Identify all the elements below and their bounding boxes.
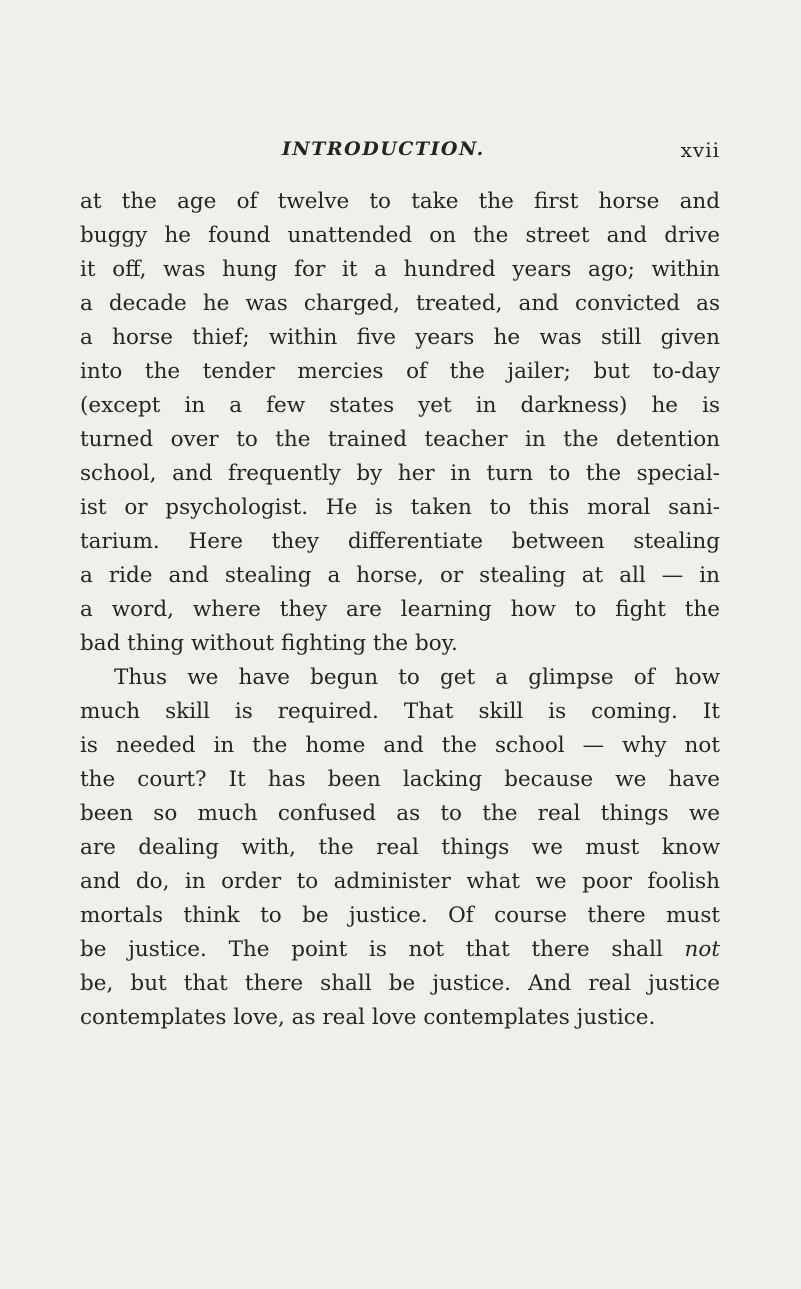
- text-line: turned over to the trained teacher in the detention: [80, 427, 720, 452]
- page-number: xvii: [680, 138, 720, 162]
- running-title: INTRODUCTION.: [282, 138, 485, 160]
- text-line: a horse thief; within five years he was still given: [80, 325, 720, 350]
- text-line-with-emphasis: [80, 933, 720, 967]
- text-line: (except in a few states yet in darkness) he is: [80, 393, 720, 418]
- text-line: buggy he found unattended on the street and drive: [80, 223, 720, 248]
- text-line: tarium. Here they differentiate between stealing: [80, 529, 720, 554]
- text-line: contemplates love, as real love contemplates justice.: [80, 1005, 656, 1030]
- text-line: is needed in the home and the school — why not: [80, 733, 720, 758]
- text-line: a ride and stealing a horse, or stealing at all — in: [80, 563, 720, 588]
- paragraph-1: [80, 185, 720, 661]
- text-line: a decade he was charged, treated, and convicted as: [80, 291, 720, 316]
- text-line: Thus we have begun to get a glimpse of how: [114, 665, 720, 690]
- text-line: be, but that there shall be justice. And real justice: [80, 971, 720, 996]
- text-line: mortals think to be justice. Of course there must: [80, 903, 720, 928]
- running-head: [80, 138, 720, 168]
- text-line: been so much confused as to the real things we: [80, 801, 720, 826]
- text-line: at the age of twelve to take the first horse and: [80, 189, 720, 214]
- text-line: a word, where they are learning how to fight the: [80, 597, 720, 622]
- text-line: it off, was hung for it a hundred years ago; within: [80, 257, 720, 282]
- paragraph-2: [80, 661, 720, 1035]
- text-line: school, and frequently by her in turn to the special-: [80, 461, 720, 486]
- text-line: are dealing with, the real things we must know: [80, 835, 720, 860]
- text-line: bad thing without fighting the boy.: [80, 631, 458, 656]
- text-line: into the tender mercies of the jailer; but to-day: [80, 359, 720, 384]
- text-line: the court? It has been lacking because we have: [80, 767, 720, 792]
- body-text: [80, 185, 720, 1035]
- text-line: much skill is required. That skill is coming. It: [80, 699, 720, 724]
- text-line: and do, in order to administer what we poor foolish: [80, 869, 720, 894]
- text-segment: be justice. The point is not that there shall: [80, 937, 663, 962]
- emphasized-word: not: [684, 937, 720, 962]
- text-line: ist or psychologist. He is taken to this moral sani-: [80, 495, 720, 520]
